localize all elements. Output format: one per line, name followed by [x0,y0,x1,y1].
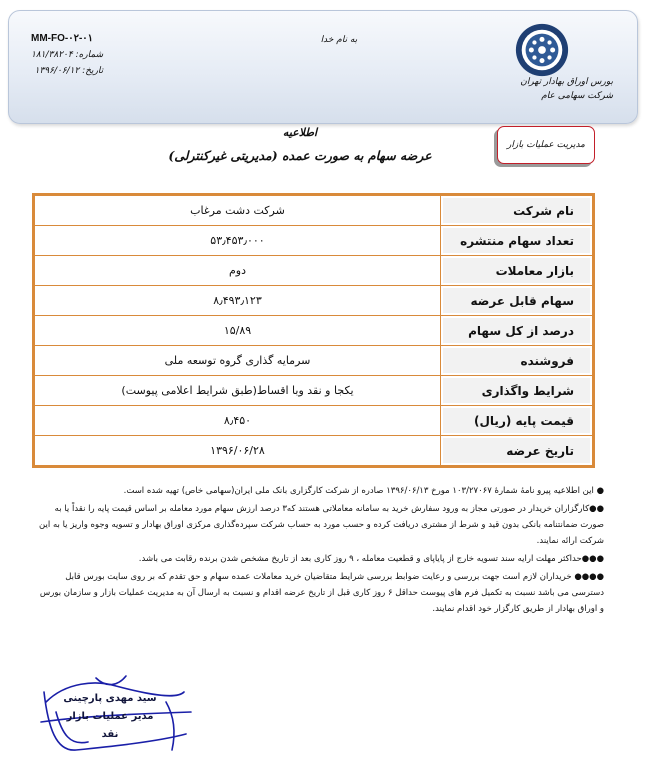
table-row [35,196,592,226]
note-item: ●●کارگزاران خریدار در صورتی مجاز به ورود سفارش خرید به سامانه معاملاتی هستند که۳ درصد ارزش سهام مورد معامله بر اساس قیمت پایه را نقداً یا به صورت ضمانتنامه بانکی بدون قید و شرط از مشتری دریافت کرده و حسب مورد به حساب شرکت سپرده‌گذاری مرکزی اوراق بهادار و تسویه وجوه واریز یا به این شرکت ارائه نمایند. [39,504,604,546]
row-value: ۸٫۴۹۳٫۱۲۳ [35,286,440,316]
table-row [35,226,592,256]
exchange-logo-icon [513,21,571,79]
department-stamp: مدیریت عملیات بازار [497,126,595,164]
org-type-line: شرکت سهامی عام [541,91,613,101]
row-label: تاریخ عرضه [440,436,592,465]
row-label: درصد از کل سهام [440,316,592,346]
organization-name [520,75,613,103]
offering-table [32,193,595,468]
note-item: ●●●● خریداران لازم است جهت بررسی و رعایت ضوابط بررسی شرایط متقاضیان خرید معاملات عمده سهام و حق تقدم که بر روی سایت بورس قابل دسترسی می باشد نسبت به تکمیل فرم های پیوست حداقل ۶ روز کاری قبل از تاریخ عرضه اقدام و نسبت به ارسال آن به مدیریت عملیات بازار و سازمان بورس و اوراق بهادار از طریق کارگزار خود اقدام نمایند. [39,572,604,614]
notice-title: اطلاعیه [282,126,318,139]
row-value: یکجا و نقد وبا اقساط(طبق شرایط اعلامی پیوست) [35,376,440,406]
signatory [60,690,160,744]
row-value: سرمایه گذاری گروه توسعه ملی [35,346,440,376]
org-name-line: بورس اوراق بهادار تهران [520,77,613,87]
table-row [35,376,592,406]
letter-date: تاریخ: ۱۳۹۶/۰۶/۱۲ [34,66,104,76]
notice-subtitle: عرضه سهام به صورت عمده (مدیریتی غیرکنترلی) [168,148,432,163]
row-value: ۱۵/۸۹ [35,316,440,346]
letter-meta [31,31,103,79]
letterhead [8,10,638,124]
signatory-role: مدیر عملیات بازار نقد [66,711,154,740]
note-item: ●●●حداکثر مهلت ارایه سند تسویه خارج از پایاپای و قطعیت معامله ، ۹ روز کاری بعد از تاریخ مشخص شدن برنده رقابت می باشد. [138,554,604,564]
notes-section [34,483,604,619]
row-label: بازار معاملات [440,256,592,286]
table-row [35,286,592,316]
table-row [35,406,592,436]
row-label: شرایط واگذاری [440,376,592,406]
row-value: ۵۳٫۴۵۳٫۰۰۰ [35,226,440,256]
table-row [35,256,592,286]
signatory-name: سید مهدی پارچینی [63,693,157,704]
row-label: قیمت پایه (ریال) [440,406,592,436]
basmala: به نام خدا [320,35,358,45]
row-label: نام شرکت [440,196,592,226]
row-label: تعداد سهام منتشره [440,226,592,256]
row-value: شرکت دشت مرغاب [35,196,440,226]
row-value: دوم [35,256,440,286]
row-label: فروشنده [440,346,592,376]
note-item: ● این اطلاعیه پیرو نامۀ شمارۀ ۱۰۳/۲۷۰۶۷ مورخ ۱۳۹۶/۰۶/۱۳ صادره از شرکت کارگزاری بانک ملی ایران(سهامی خاص) تهیه شده است. [123,486,604,496]
table-row [35,346,592,376]
form-code: MM-FO-۰۲-۰۱ [31,33,94,44]
row-value: ۸٫۴۵۰ [35,406,440,436]
table-row [35,316,592,346]
row-label: سهام قابل عرضه [440,286,592,316]
letter-number: شماره: ۱۸۱/۳۸۲۰۴ [31,50,104,60]
row-value: ۱۳۹۶/۰۶/۲۸ [210,444,265,457]
table-row [35,436,592,465]
